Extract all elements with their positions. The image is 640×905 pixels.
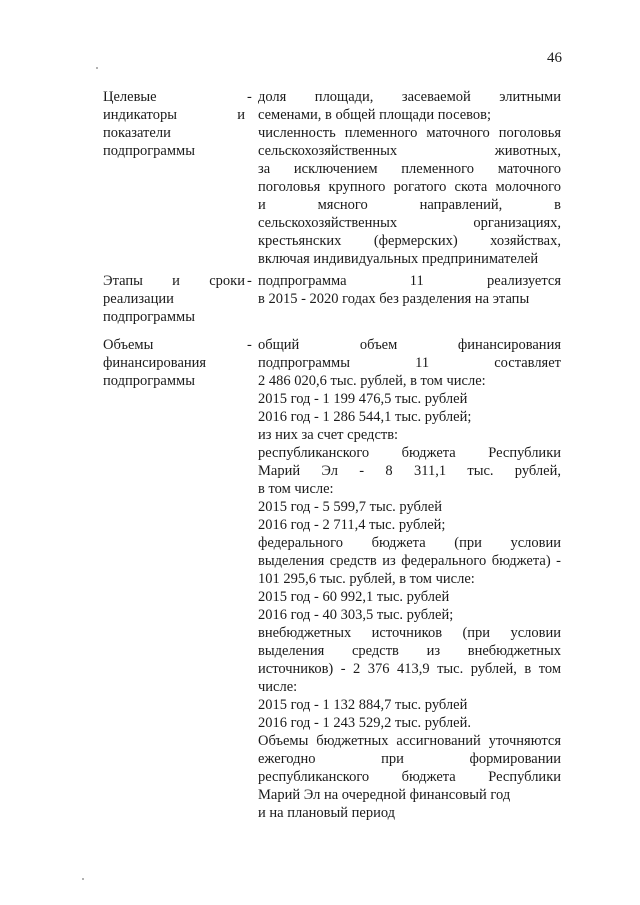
label-line: подпрограммы (103, 143, 195, 159)
content-line: доля площади, засеваемой элитными (258, 89, 561, 105)
content-line: за исключением племенного маточного (258, 161, 561, 177)
content-line: ежегодно при формировании (258, 751, 561, 767)
content-line: поголовья крупного рогатого скота молочного (258, 179, 561, 195)
label-line: индикаторы и (103, 107, 245, 123)
content-line: 2015 год - 5 599,7 тыс. рублей (258, 499, 442, 515)
content-line: сельскохозяйственных организациях, (258, 215, 561, 231)
label-line: подпрограммы (103, 373, 195, 389)
content-line: семенами, в общей площади посевов; (258, 107, 492, 123)
label-line: Объемы (103, 337, 154, 353)
separator-dash: - (247, 273, 252, 289)
section-content (258, 336, 561, 822)
content-line: Объемы бюджетных ассигнований уточняются (258, 733, 561, 749)
label-line: Целевые (103, 89, 157, 105)
section-label (103, 336, 245, 390)
section-content (258, 88, 561, 268)
content-line: источников) - 2 376 413,9 тыс. рублей, в том (258, 661, 561, 677)
page-number: 46 (547, 50, 562, 66)
separator-dash: - (247, 337, 252, 353)
section-label (103, 88, 245, 160)
scan-speck (96, 67, 98, 69)
content-line: 2015 год - 1 132 884,7 тыс. рублей (258, 697, 468, 713)
content-line: в 2015 - 2020 годах без разделения на этапы (258, 291, 530, 307)
content-line: и на плановый период (258, 805, 396, 821)
content-line: в том числе: (258, 481, 334, 497)
content-line: сельскохозяйственных животных, (258, 143, 561, 159)
content-line: выделения средств из внебюджетных (258, 643, 561, 659)
content-line: численность племенного маточного поголовья (258, 125, 561, 141)
content-line: подпрограмма 11 реализуется (258, 273, 561, 289)
section-content (258, 272, 561, 308)
section-label (103, 272, 245, 326)
content-line: 2016 год - 2 711,4 тыс. рублей; (258, 517, 446, 533)
label-line: реализации (103, 291, 174, 307)
content-line: 101 295,6 тыс. рублей, в том числе: (258, 571, 475, 587)
separator-dash: - (247, 89, 252, 105)
content-line: 2 486 020,6 тыс. рублей, в том числе: (258, 373, 486, 389)
content-line: республиканского бюджета Республики (258, 769, 561, 785)
content-line: республиканского бюджета Республики (258, 445, 561, 461)
content-line: федерального бюджета (при условии (258, 535, 561, 551)
content-line: 2016 год - 40 303,5 тыс. рублей; (258, 607, 454, 623)
content-line: внебюджетных источников (при условии (258, 625, 561, 641)
label-line: подпрограммы (103, 309, 195, 325)
content-line: включая индивидуальных предпринимателей (258, 251, 539, 267)
label-line: финансирования (103, 355, 207, 371)
content-line: и мясного направлений, в (258, 197, 561, 213)
content-line: 2015 год - 1 199 476,5 тыс. рублей (258, 391, 468, 407)
content-line: 2015 год - 60 992,1 тыс. рублей (258, 589, 450, 605)
scan-speck (82, 878, 84, 880)
content-line: крестьянских (фермерских) хозяйствах, (258, 233, 561, 249)
content-line: подпрограммы 11 составляет (258, 355, 561, 371)
content-line: из них за счет средств: (258, 427, 399, 443)
content-line: 2016 год - 1 286 544,1 тыс. рублей; (258, 409, 472, 425)
content-line: Марий Эл - 8 311,1 тыс. рублей, (258, 463, 561, 479)
content-line: общий объем финансирования (258, 337, 561, 353)
content-line: Марий Эл на очередной финансовый год (258, 787, 511, 803)
label-line: Этапы и сроки (103, 273, 245, 289)
content-line: 2016 год - 1 243 529,2 тыс. рублей. (258, 715, 471, 731)
content-line: выделения средств из федерального бюджета) - (258, 553, 561, 569)
label-line: показатели (103, 125, 171, 141)
content-line: числе: (258, 679, 298, 695)
